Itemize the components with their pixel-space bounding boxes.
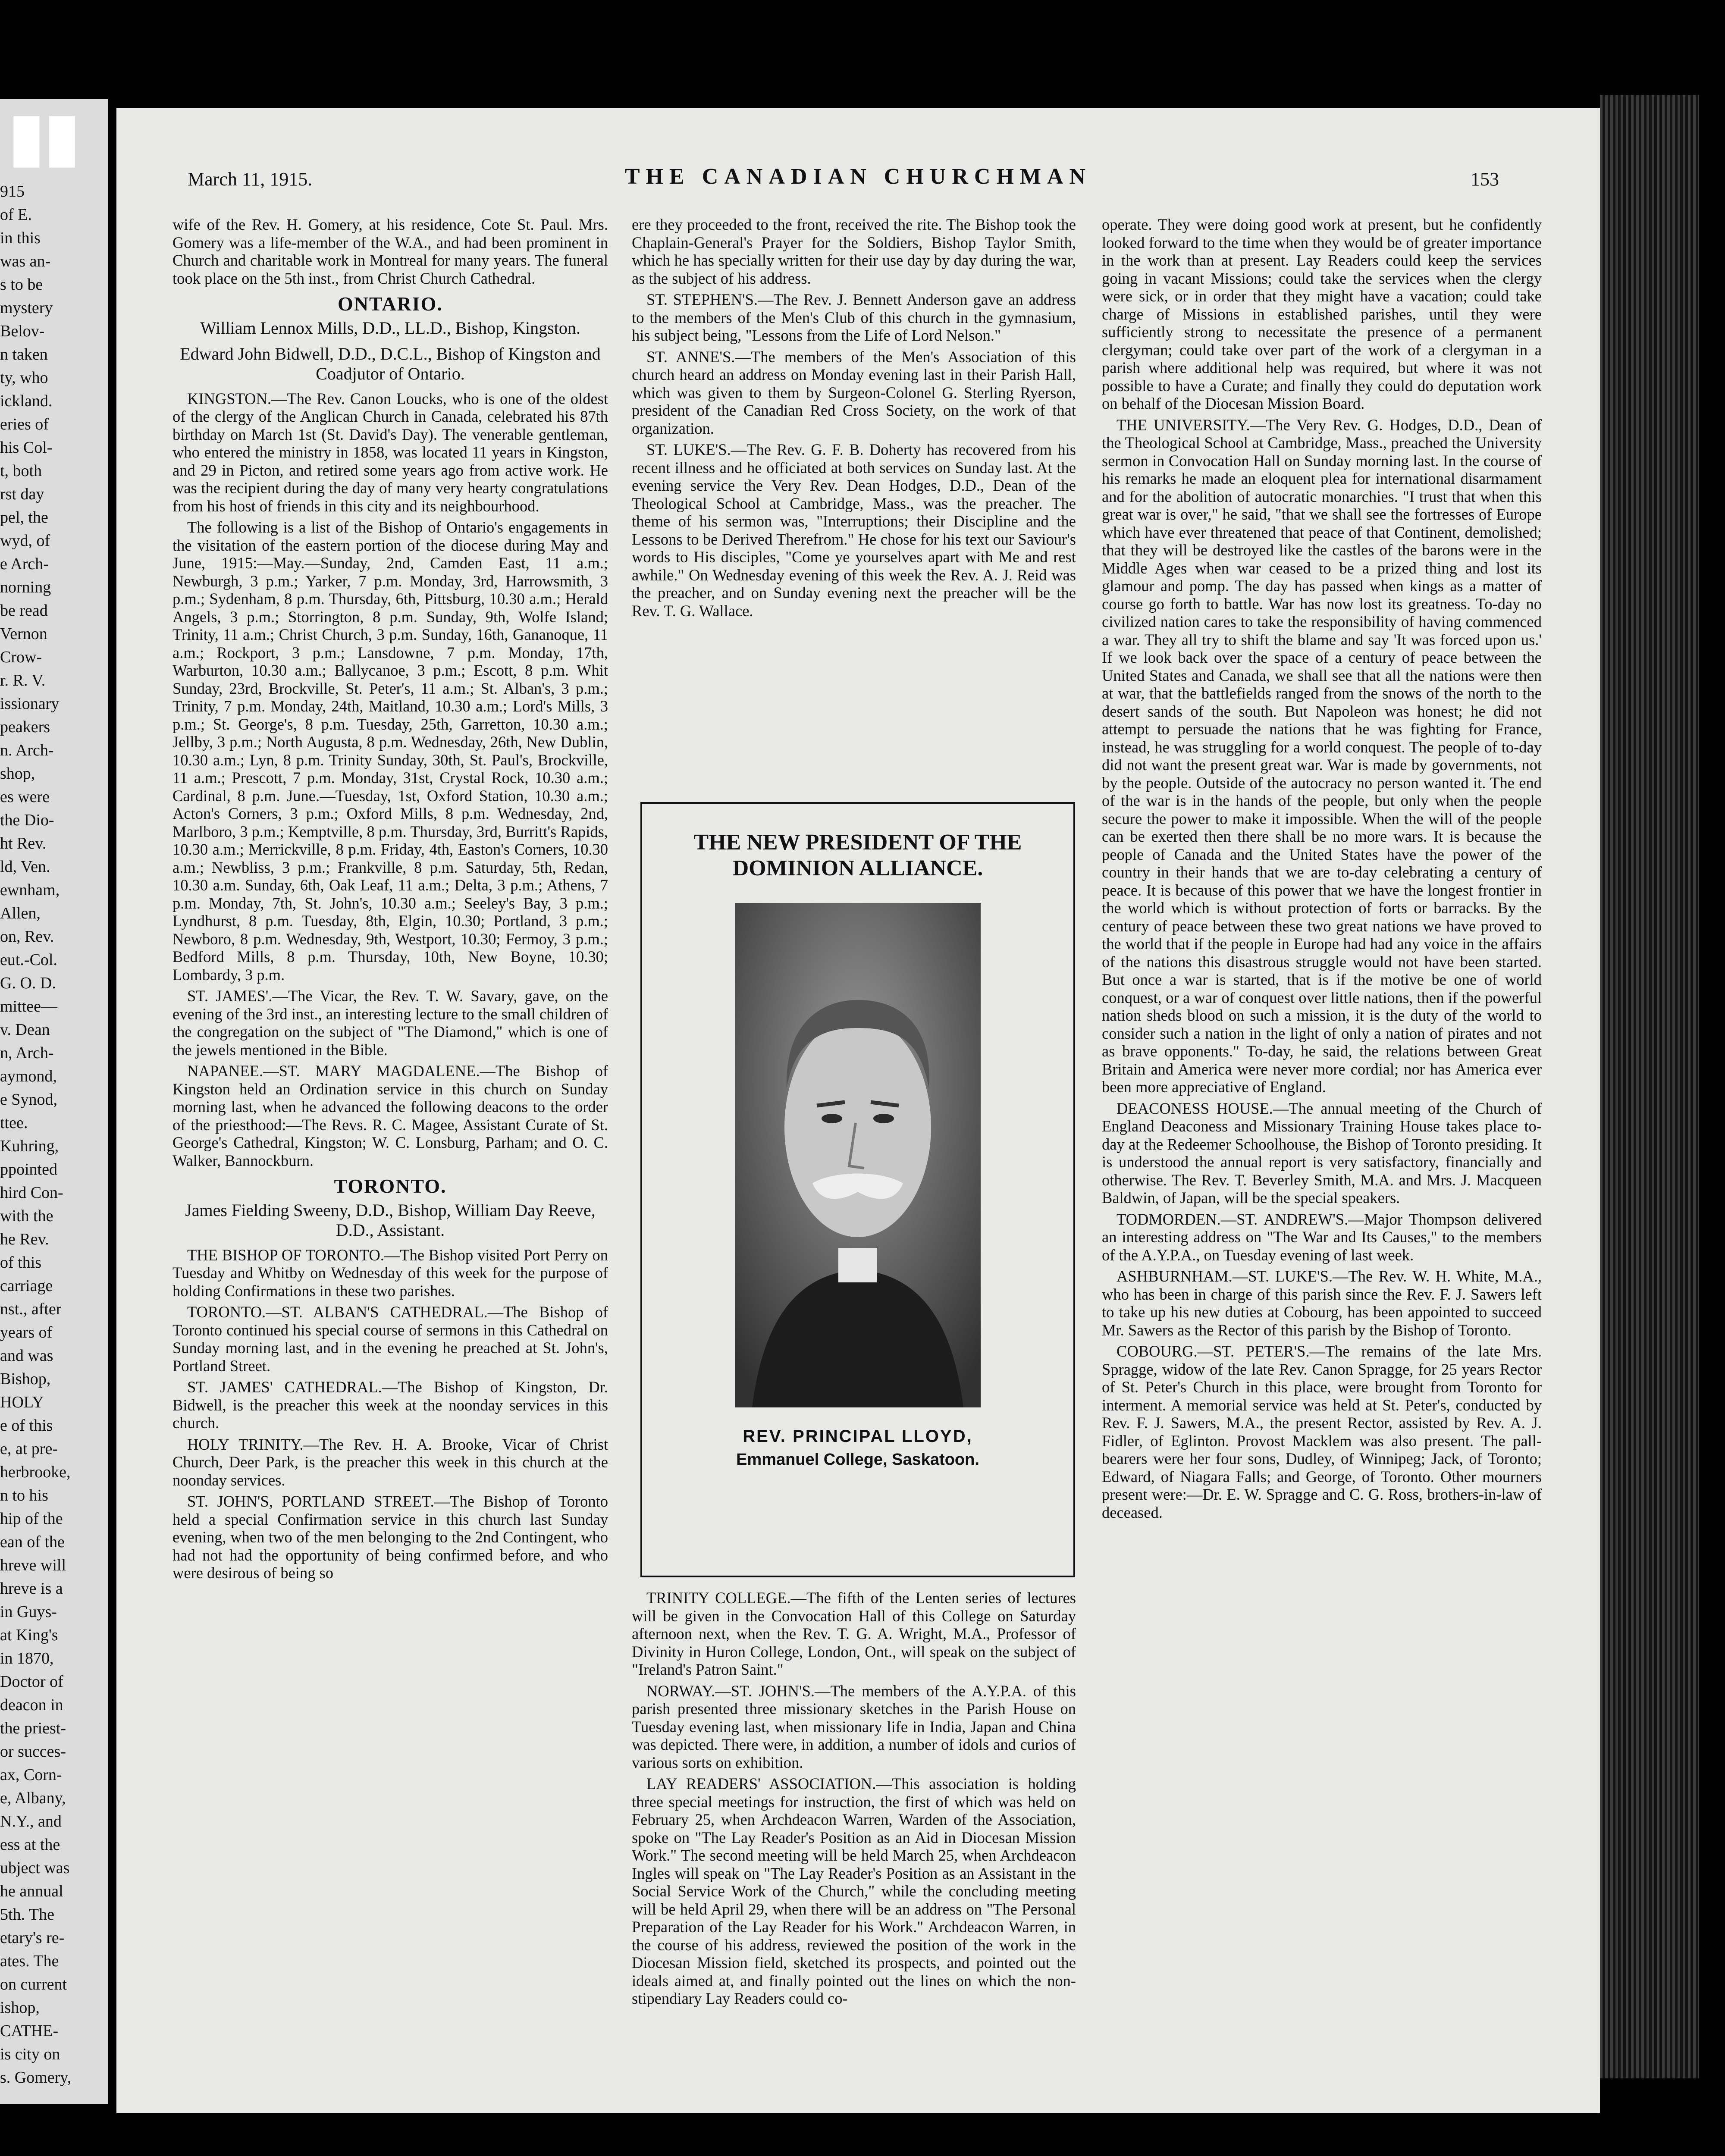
- left-page-fragment: Doctor of: [0, 1673, 63, 1691]
- left-page-fragment: G. O. D.: [0, 974, 56, 992]
- left-page-fragment: Crow-: [0, 648, 42, 666]
- left-page-fragment: and was: [0, 1347, 53, 1365]
- left-page-fragment: e Arch-: [0, 555, 49, 573]
- deaconess-house-item: DEACONESS HOUSE.—The annual meeting of the Church of England Deaconess and Missionary Training House takes place to-day at the Redeemer Schoolhouse, the Bishop of Toronto presiding. It is understood the annual report is very satisfactory, financially and otherwise. The Rev. T. Beverley Smith, M.A. and Mrs. J. Macqueen Baldwin, of Japan, will be the special speakers.: [1102, 1099, 1542, 1206]
- left-page-fragment: at King's: [0, 1626, 58, 1644]
- left-page-fragment: Allen,: [0, 904, 41, 922]
- left-page-fragment: ean of the: [0, 1533, 65, 1551]
- holy-trinity-item: HOLY TRINITY.—The Rev. H. A. Brooke, Vicar of Christ Church, Deer Park, is the preacher this week in this church at the noonday services.: [172, 1435, 608, 1489]
- napanee-item: NAPANEE.—ST. MARY MAGDALENE.—The Bishop of Kingston held an Ordination service in this church on Sunday morning last, when he advanced the following deacons to the order of the priesthood:—The Revs. R. C. Magee, Assistant Curate of St. George's Cathedral, Kingston; W. C. Lonsburg, Parham; and O. C. Walker, Bannockburn.: [172, 1062, 608, 1169]
- adjacent-page-fragment: [0, 99, 108, 2104]
- portrait-photo: [735, 903, 981, 1407]
- norway-item: NORWAY.—ST. JOHN'S.—The members of the A.Y.P.A. of this parish presented three missionary sketches in the Parish House on Tuesday evening last, when missionary life in India, Japan and China was depicted. There were, in addition, a number of idols and curios of various sorts on exhibition.: [632, 1682, 1076, 1771]
- left-page-fragment: ess at the: [0, 1836, 60, 1854]
- left-page-fragment: norning: [0, 578, 51, 596]
- left-page-fragment: hird Con-: [0, 1184, 63, 1202]
- left-page-fragment: carriage: [0, 1277, 53, 1295]
- left-page-fragment: ewnham,: [0, 881, 60, 899]
- university-item: THE UNIVERSITY.—The Very Rev. G. Hodges, D.D., Dean of the Theological School at Cambridge, Mass., preached the University sermon in Convocation Hall on Sunday morning last. In the course of his remarks he made an eloquent plea for international disarmament and for the abolition of autocratic monarchies. "I trust that when this great war is over," he said, "that we shall see the fortresses of Europe which have ever threatened that peace of that Continent, demolished; that they will be destroyed like the castles of the barons were in the Middle Ages when war ceased to be a prized thing and lost its glamour and pomp. The day has passed when kings as a matter of course go forth to battle. War has now lost its greatness. To-day no civilized nation cares to take the responsibility of having commenced a war. They all try to shift the blame and say 'It was forced upon us.' If we look back over the space of a century of peace between the United States and Canada, we shall see that all the nations were then at war, that the battlefields ranged from the snows of the north to the desert sands of the south. But Napoleon was honest; he did not attempt to persuade the nations that he was fighting for France, instead, he was struggling for a world conquest. The people of to-day did not want the present great war. War is made by governments, not by the people. Outside of the autocracy no person wanted it. The end of the war is in the hands of the people, but only when the people secure the power to make it impossible. When the will of the people can be exerted then there shall be no more wars. It is because the people of Canada and the United States have the power of the country in their hands that we are to-day celebrating a century of peace. It is because of this power that we have the longest frontier in the world which is without protection of forts or barracks. By the century of peace between these two great nations we have proved to the world that if the people in Europe had had any voice in the affairs of the nations this disastrous struggle would not have been started. But once a war is started, that is if the motive be one of world conquest, or a war of conquest over little nations, then if the powerful nation sheds blood on such a mission, it is the duty of the world to consider such a nation in the light of only a nation of pirates and not as brave opponents." To-day, he said, the relations between Great Britain and America were never more cordial; nor has America ever been more appreciative of England.: [1102, 416, 1542, 1096]
- st-johns-portland-item: ST. JOHN'S, PORTLAND STREET.—The Bishop of Toronto held a special Confirmation service in this church last Sunday evening, when two of the men belonging to the 2nd Contingent, who had not had the opportunity of being confirmed before, and who were desirous of being so: [172, 1492, 608, 1582]
- left-page-fragment: issionary: [0, 695, 60, 713]
- ontario-heading: ONTARIO.: [338, 293, 443, 315]
- newspaper-page: [116, 108, 1600, 2113]
- book-page-edges: [1600, 95, 1699, 2078]
- left-page-fragment: etary's re-: [0, 1929, 65, 1947]
- left-page-fragment: is city on: [0, 2045, 60, 2063]
- left-page-fragment: eut.-Col.: [0, 951, 57, 969]
- left-page-fragment: ishop,: [0, 1999, 40, 2017]
- toronto-heading: TORONTO.: [334, 1175, 447, 1197]
- column-3: [1102, 216, 1542, 1525]
- left-page-fragment: s. Gomery,: [0, 2068, 72, 2087]
- left-page-fragment: n to his: [0, 1486, 48, 1504]
- left-page-fragment: the Dio-: [0, 811, 54, 829]
- st-albans-item: TORONTO.—ST. ALBAN'S CATHEDRAL.—The Bishop of Toronto continued his special course of sermons in this Cathedral on Sunday morning last, and in the evening he preached at St. John's, Portland Street.: [172, 1303, 608, 1375]
- left-page-fragment: aymond,: [0, 1067, 57, 1085]
- lay-readers-item: LAY READERS' ASSOCIATION.—This association is holding three special meetings for instruction, the first of which was held on February 25, when Archdeacon Warren, Warden of the Association, spoke on "The Lay Reader's Position as an Aid in Diocesan Mission Work." The second meeting will be held March 25, when Archdeacon Ingles will speak on "The Lay Reader's Position as an Assistant in the Social Service Work of the Church," while the concluding meeting will be held April 29, when there will be an address on "The Personal Preparation of the Lay Reader for his Work." Archdeacon Warren, in the course of his address, reviewed the position of the work in the Diocesan Mission field, sketched its prospects, and pointed out the ideals aimed at, and finally pointed out the lines on which the non-stipendiary Lay Readers could co-: [632, 1775, 1076, 2007]
- portrait-box: [640, 802, 1075, 1577]
- confirmation-continued: ere they proceeded to the front, received the rite. The Bishop took the Chaplain-General's Prayer for the Soldiers, Bishop Taylor Smith, which he has specially written for their use day by day during the war, as the subject of his address.: [632, 216, 1076, 287]
- bishop-of-toronto-item: THE BISHOP OF TORONTO.—The Bishop visited Port Perry on Tuesday and Whitby on Wednesday of this week for the purpose of holding Confirmations in these two parishes.: [172, 1246, 608, 1300]
- left-page-fragment: rst day: [0, 485, 44, 503]
- left-page-fragment: 5th. The: [0, 1905, 54, 1924]
- left-page-fragment: e, at pre-: [0, 1440, 58, 1458]
- left-page-fragment: Vernon: [0, 625, 47, 643]
- column-2-top: [632, 216, 1076, 623]
- left-page-fragment: ld, Ven.: [0, 858, 50, 876]
- column-1: [172, 216, 608, 1586]
- left-page-fragment: in Guys-: [0, 1603, 57, 1621]
- portrait-caption-college: Emmanuel College, Saskatoon.: [736, 1451, 979, 1469]
- left-page-fragment: nst., after: [0, 1300, 62, 1318]
- left-page-fragment: eries of: [0, 415, 49, 433]
- masthead: THE CANADIAN CHURCHMAN: [624, 164, 1092, 189]
- toronto-bishops: James Fielding Sweeny, D.D., Bishop, William Day Reeve, D.D., Assistant.: [185, 1200, 596, 1240]
- trinity-college-item: TRINITY COLLEGE.—The fifth of the Lenten series of lectures will be given in the Convocation Hall of this College on Saturday afternoon next, when the Rev. T. G. A. Wright, M.A., Professor of Divinity in Huron College, London, Ont., will speak on the subject of "Ireland's Patron Saint.": [632, 1589, 1076, 1678]
- left-page-fragment: s to be: [0, 276, 43, 294]
- column-2-bottom: [632, 1589, 1076, 2011]
- left-page-fragment: ht Rev.: [0, 834, 47, 852]
- kingston-item: KINGSTON.—The Rev. Canon Loucks, who is one of the oldest of the clergy of the Anglican Church in Canada, celebrated his 87th birthday on March 1st (St. David's Day). The venerable gentleman, who entered the ministry in 1858, was located 11 years in Kingston, and 29 in Picton, and retired some years ago from active work. He was the recipient during the day of many very hearty congratulations from his host of friends in this city and its neighbourhood.: [172, 389, 608, 515]
- left-page-fragment: his Col-: [0, 439, 53, 457]
- left-page-fragment: Kuhring,: [0, 1137, 59, 1155]
- left-page-fragment: or succes-: [0, 1742, 66, 1761]
- left-page-fragment: 915: [0, 182, 25, 201]
- page-holder-marks: ▮▮: [9, 100, 80, 172]
- left-page-fragment: years of: [0, 1323, 53, 1341]
- left-page-fragment: of E.: [0, 206, 32, 224]
- st-stephens-item: ST. STEPHEN'S.—The Rev. J. Bennett Anderson gave an address to the members of the Men's Club of this church in the gymnasium, his subject being, "Lessons from the Life of Lord Nelson.": [632, 291, 1076, 344]
- left-page-fragment: CATHE-: [0, 2022, 59, 2040]
- left-page-fragment: ates. The: [0, 1952, 59, 1970]
- portrait-caption-name: REV. PRINCIPAL LLOYD,: [743, 1427, 973, 1446]
- ontario-bishop: William Lennox Mills, D.D., LL.D., Bishop, Kingston.: [200, 318, 580, 338]
- left-page-fragment: herbrooke,: [0, 1463, 71, 1481]
- st-james-item: ST. JAMES'.—The Vicar, the Rev. T. W. Savary, gave, on the evening of the 3rd inst., an interesting lecture to the small children of the congregation on the subject of "The Diamond," which is one of the jewels mentioned in the Bible.: [172, 987, 608, 1059]
- left-page-fragment: e, Albany,: [0, 1789, 66, 1807]
- left-page-fragment: pel, the: [0, 508, 48, 526]
- ontario-coadjutor: Edward John Bidwell, D.D., D.C.L., Bishop of Kingston and Coadjutor of Ontario.: [180, 344, 601, 383]
- left-page-fragment: n taken: [0, 345, 48, 364]
- left-page-fragment: deacon in: [0, 1696, 63, 1714]
- st-lukes-item: ST. LUKE'S.—The Rev. G. F. B. Doherty has recovered from his recent illness and he officiated at both services on Sunday last. At the evening service the Very Rev. Dean Hodges, D.D., Dean of the Theological School at Cambridge, Mass., was the preacher. The theme of his sermon was, "Interruptions; their Discipline and the Lessons to be Derived Therefrom." He chose for his text our Saviour's words to His disciples, "Come ye yourselves apart with Me and rest awhile." On Wednesday evening of this week the Rev. A. J. Reid was the preacher, and on Sunday evening next the preacher will be the Rev. T. G. Wallace.: [632, 441, 1076, 620]
- left-page-fragment: mittee—: [0, 997, 57, 1015]
- left-page-fragment: r. R. V.: [0, 671, 46, 689]
- left-page-fragment: mystery: [0, 299, 53, 317]
- lay-readers-continued: operate. They were doing good work at present, but he confidently looked forward to the time when they would be of greater importance in the work than at present. Lay Readers could keep the services going in vacant Missions; could take the services when the clergy were sick, or in order that they might have a vacation; could take charge of Missions in established parishes, until they were sufficiently strong to necessitate the presence of a permanent clergyman; could take over part of the work of a clergyman in a parish where additional help was required, but where it was not possible to have a Curate; and finally they could do deputation work on behalf of the Diocesan Mission Board.: [1102, 216, 1542, 412]
- page-number: 153: [1471, 169, 1499, 190]
- visitation-schedule: The following is a list of the Bishop of Ontario's engagements in the visitation of the eastern portion of the diocese during May and June, 1915:—May.—Sunday, 2nd, Camden East, 11 a.m.; Newburgh, 3 p.m.; Yarker, 7 p.m. Monday, 3rd, Harrowsmith, 3 p.m.; Sydenham, 8 p.m. Thursday, 6th, Pittsburg, 10.30 a.m.; Herald Angels, 3 p.m.; Storrington, 8 p.m. Sunday, 9th, Wolfe Island; Trinity, 11 a.m.; Christ Church, 3 p.m. Sunday, 16th, Gananoque, 11 a.m.; Rockport, 3 p.m.; Lansdowne, 7 p.m. Monday, 17th, Warburton, 10.30 a.m.; Ballycanoe, 3 p.m.; Escott, 8 p.m. Whit Sunday, 23rd, Brockville, St. Peter's, 11 a.m.; St. Alban's, 3 p.m.; Trinity, 7 p.m. Monday, 24th, Maitland, 10.30 a.m.; Lord's Mills, 3 p.m.; St. George's, 8 p.m. Tuesday, 25th, Garretton, 10.30 a.m.; Jellby, 3 p.m.; North Augusta, 8 p.m. Wednesday, 26th, New Dublin, 10.30 a.m.; Lyn, 8 p.m. Trinity Sunday, 30th, St. Paul's, Brockville, 11 a.m.; Prescott, 7 p.m. Monday, 31st, Crystal Rock, 10.30 a.m.; Cardinal, 8 p.m. June.—Tuesday, 1st, Oxford Station, 10.30 a.m.; Acton's Corners, 3 p.m.; Oxford Mills, 8 p.m. Wednesday, 2nd, Marlboro, 3 p.m.; Kemptville, 8 p.m. Thursday, 3rd, Burritt's Rapids, 10.30 a.m.; Merrickville, 8 p.m. Friday, 4th, Easton's Corners, 10.30 a.m.; Newbliss, 3 p.m.; Frankville, 8 p.m. Saturday, 5th, Redan, 10.30 a.m. Sunday, 6th, Oak Leaf, 11 a.m.; Delta, 3 p.m.; Athens, 7 p.m. Monday, 7th, St. John's, 10.30 a.m.; Seeley's Bay, 3 p.m.; Lyndhurst, 8 p.m. Tuesday, 8th, Elgin, 10.30; Portland, 3 p.m.; Newboro, 8 p.m. Wednesday, 9th, Westport, 10.30; Fermoy, 3 p.m.; Bedford Mills, 8 p.m. Thursday, 10th, New Boyne, 10.30; Lombardy, 3 p.m.: [172, 518, 608, 984]
- issue-date: March 11, 1915.: [188, 169, 313, 190]
- left-page-fragment: ty, who: [0, 369, 48, 387]
- left-page-fragment: was an-: [0, 252, 51, 270]
- left-page-fragment: Belov-: [0, 322, 45, 340]
- gomery-obituary: wife of the Rev. H. Gomery, at his residence, Cote St. Paul. Mrs. Gomery was a life-member of the W.A., and had been prominent in Church and charitable work in Montreal for many years. The funeral took place on the 5th inst., from Christ Church Cathedral.: [172, 216, 608, 287]
- st-annes-item: ST. ANNE'S.—The members of the Men's Association of this church heard an address on Monday evening last in their Parish Hall, which was given to them by Surgeon-Colonel G. Sterling Ryerson, president of the Canadian Red Cross Society, on the work of that organization.: [632, 348, 1076, 437]
- left-page-fragment: he Rev.: [0, 1230, 49, 1248]
- left-page-fragment: ttee.: [0, 1114, 28, 1132]
- ashburnham-item: ASHBURNHAM.—ST. LUKE'S.—The Rev. W. H. White, M.A., who has been in charge of this parish since the Rev. F. J. Sawers left to take up his new duties at Cobourg, has been appointed to succeed Mr. Sawers as the Rector of this parish by the Bishop of Toronto.: [1102, 1267, 1542, 1339]
- left-page-fragment: the priest-: [0, 1719, 66, 1737]
- left-page-fragment: on, Rev.: [0, 928, 54, 946]
- left-page-fragment: hreve will: [0, 1556, 66, 1574]
- left-page-fragment: ppointed: [0, 1160, 57, 1178]
- left-page-fragment: v. Dean: [0, 1021, 50, 1039]
- left-page-fragment: ubject was: [0, 1859, 70, 1877]
- left-page-fragment: t, both: [0, 462, 42, 480]
- left-page-fragment: peakers: [0, 718, 50, 736]
- left-page-fragment: ax, Corn-: [0, 1766, 62, 1784]
- left-page-fragment: e of this: [0, 1416, 53, 1435]
- left-page-fragment: Bishop,: [0, 1370, 51, 1388]
- left-page-fragment: n, Arch-: [0, 1044, 54, 1062]
- left-page-fragment: with the: [0, 1207, 53, 1225]
- left-page-fragment: be read: [0, 602, 48, 620]
- portrait-heading: THE NEW PRESIDENT OF THE DOMINION ALLIANCE.: [693, 830, 1022, 881]
- left-page-fragment: N.Y., and: [0, 1812, 62, 1830]
- left-page-fragment: n. Arch-: [0, 741, 54, 759]
- st-james-cathedral-item: ST. JAMES' CATHEDRAL.—The Bishop of Kingston, Dr. Bidwell, is the preacher this week at the noonday services in this church.: [172, 1378, 608, 1432]
- left-page-fragment: hip of the: [0, 1510, 63, 1528]
- left-page-fragment: HOLY: [0, 1393, 44, 1411]
- left-page-fragment: wyd, of: [0, 532, 50, 550]
- todmorden-item: TODMORDEN.—ST. ANDREW'S.—Major Thompson delivered an interesting address on "The War and Its Causes," to the members of the A.Y.P.A., on Tuesday evening of last week.: [1102, 1210, 1542, 1264]
- left-page-fragment: in this: [0, 229, 41, 247]
- left-page-fragment: ickland.: [0, 392, 53, 410]
- left-page-fragment: on current: [0, 1975, 67, 1993]
- left-page-fragment: in 1870,: [0, 1649, 54, 1667]
- left-page-fragment: of this: [0, 1253, 42, 1272]
- left-page-fragment: he annual: [0, 1882, 63, 1900]
- left-page-fragment: shop,: [0, 765, 35, 783]
- left-page-fragment: e Synod,: [0, 1091, 57, 1109]
- left-page-fragment: es were: [0, 788, 50, 806]
- cobourg-item: COBOURG.—ST. PETER'S.—The remains of the late Mrs. Spragge, widow of the late Rev. Canon Spragge, for 25 years Rector of St. Peter's Church in this place, were brought from Toronto for interment. A memorial service was held at St. Peter's, conducted by Rev. F. J. Sawers, M.A., the present Rector, assisted by Rev. A. J. Fidler, of Eglinton. Provost Macklem was also present. The pall-bearers were her four sons, Dudley, of Winnipeg; Jack, of Toronto; Edward, of Niagara Falls; and George, of Toronto. Other mourners present were:—Dr. E. W. Spragge and C. G. Ross, brothers-in-law of deceased.: [1102, 1342, 1542, 1521]
- left-page-fragment: hreve is a: [0, 1579, 63, 1598]
